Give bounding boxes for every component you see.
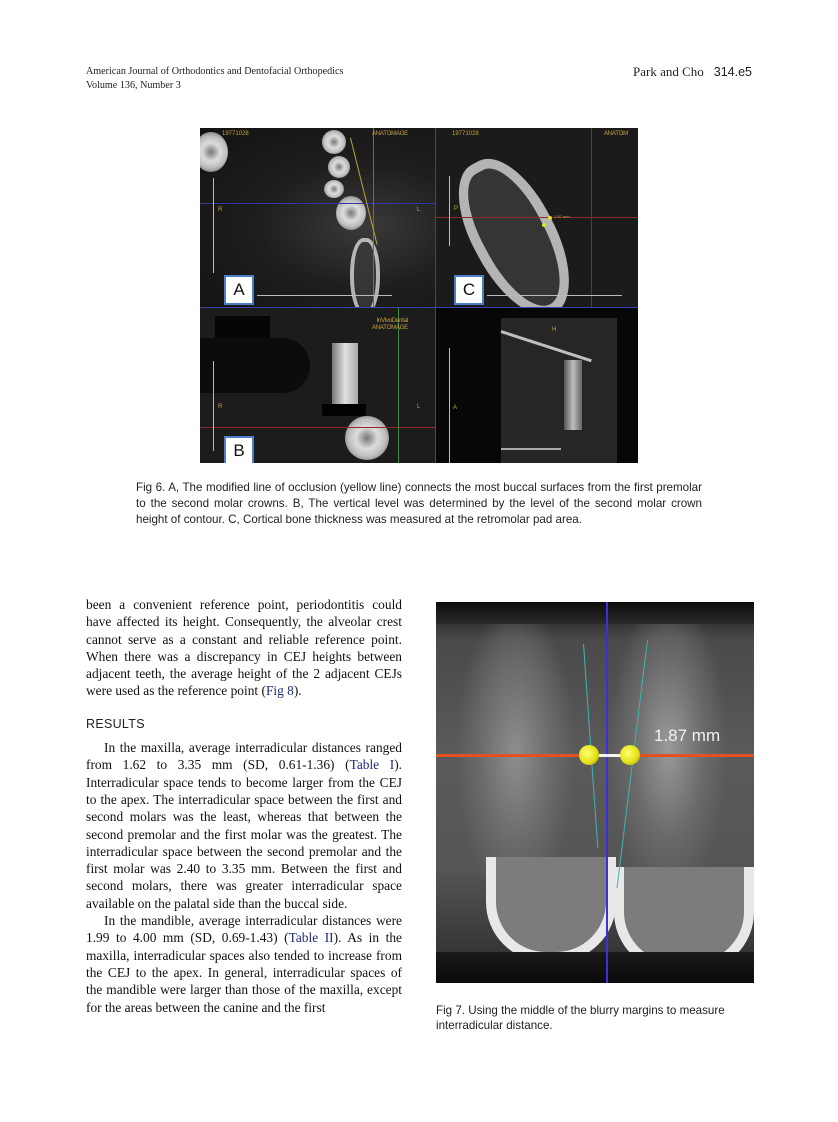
brand-text: ANATOMAGE <box>372 131 408 137</box>
panel-label-c: C <box>454 275 484 305</box>
orientation-top: H <box>552 327 557 333</box>
tooth-shape <box>336 196 366 230</box>
orientation-right: L <box>417 404 421 410</box>
journal-title: American Journal of Orthodontics and Dentofacial Orthopedics <box>86 65 344 77</box>
paragraph-text: ). As in the maxilla, interradicular spaces also tended to increase from the CEJ to the apex. In general, interradicular spaces of the mandible were larger than those of the maxilla, except for the areas between the canine and the first <box>86 930 402 1015</box>
tooth-shape <box>200 132 228 172</box>
tooth-crown-left <box>486 857 616 962</box>
page-number: 314.e5 <box>713 65 752 79</box>
horizontal-scale <box>257 295 392 296</box>
panel-divider-vertical <box>435 128 436 463</box>
panel-label-b: B <box>224 436 254 463</box>
crosshair-vertical <box>591 128 592 307</box>
figure-6-caption: Fig 6. A, The modified line of occlusion (yellow line) connects the most buccal surfaces from the first premolar to the second molar crowns. B, The vertical level was determined by the level of the second molar crown height of contour. C, Cortical bone thickness was measured at the retromolar pad area. <box>136 481 702 526</box>
orientation-left: R <box>218 207 223 213</box>
figure-8-link[interactable]: Fig 8 <box>265 683 294 699</box>
thickness-measurement: 2.52 mm <box>554 214 570 219</box>
distance-measurement-label: 1.87 mm <box>654 726 721 745</box>
orientation-right: L <box>417 207 421 213</box>
panel-b-coronal-view <box>200 308 435 463</box>
running-head-right <box>633 64 752 80</box>
crosshair-horizontal <box>436 217 638 218</box>
paragraph-text: ). Interradicular space tends to become larger from the CEJ to the apex. The interradicular space between the first and second molars was the least, whereas that between the second premolar and the first molar was the greatest. The interradicular space between the second premolar and the first molar was 2.40 to 3.35 mm. Between the first and second molars, there was greater interradicular space available on the palatal side than the buccal side. <box>86 757 403 911</box>
body-text-column <box>86 596 402 1016</box>
crosshair-horizontal <box>200 203 435 204</box>
brand-line-1: InVivoDental <box>376 318 408 324</box>
measurement-point <box>548 216 552 220</box>
panel-d-coronal-bone-view <box>436 308 638 463</box>
paragraph-text: been a convenient reference point, periodontitis could have affected its height. Consequently, the alveolar crest cannot serve as a constant and reliable reference point. When there was a discrepancy in CEJ heights between adjacent teeth, the average height of the 2 adjacent CEJs were used as the reference point ( <box>86 597 402 699</box>
table-2-link[interactable]: Table II <box>288 930 334 946</box>
brand-text: ANATOM <box>604 131 628 137</box>
orientation-left: A <box>453 405 458 411</box>
marker-point-right <box>620 745 640 765</box>
brand-line-2: ANATOMAGE <box>372 325 408 331</box>
paragraph-text: ). <box>293 683 302 699</box>
axis-line-blue <box>606 602 608 983</box>
bone-edge <box>501 448 561 450</box>
vertical-scale <box>449 176 450 246</box>
paragraph <box>86 596 402 700</box>
authors: Park and Cho <box>632 64 704 79</box>
orientation-left: R <box>218 404 223 410</box>
panel-a-axial-view <box>200 128 435 307</box>
paragraph-text: In the maxilla, average interradicular distances ranged from 1.62 to 3.35 mm (SD, 0.61-1.36) ( <box>86 740 402 773</box>
orientation-left: P <box>454 206 459 212</box>
air-space <box>200 338 310 393</box>
brand-text <box>372 318 408 332</box>
dark-band <box>436 602 754 624</box>
figure-7-image <box>436 602 754 983</box>
tooth-shape <box>324 180 344 198</box>
panel-label-a: A <box>224 275 254 305</box>
panel-c-sagittal-view <box>436 128 638 307</box>
panel-divider-horizontal <box>200 307 638 308</box>
bone-shape <box>350 238 380 307</box>
figure-7-caption: Fig 7. Using the middle of the blurry margins to measure interradicular distance. <box>436 1004 725 1032</box>
vertical-scale <box>449 348 450 463</box>
table-1-link[interactable]: Table I <box>349 757 395 773</box>
marker-point-left <box>579 745 599 765</box>
crosshair-horizontal <box>200 427 435 428</box>
paragraph-text: In the mandible, average interradicular distances were 1.99 to 4.00 mm (SD, 0.69-1.43) ( <box>86 913 402 946</box>
horizontal-scale <box>487 295 622 296</box>
scan-region <box>501 318 617 463</box>
patient-id: 19771028 <box>452 131 479 137</box>
crosshair-vertical <box>373 128 374 307</box>
vertical-scale <box>213 361 214 451</box>
section-heading-results: RESULTS <box>86 716 145 731</box>
tooth-shape <box>322 130 346 154</box>
tooth-crown <box>345 416 389 460</box>
patient-id: 19771028 <box>222 131 249 137</box>
vertical-scale <box>213 178 214 273</box>
occlusal-gap <box>322 404 366 416</box>
running-head <box>86 64 699 92</box>
tooth-shape <box>328 156 350 178</box>
tooth-root <box>332 343 358 405</box>
journal-volume: Volume 136, Number 3 <box>86 79 181 91</box>
paragraph <box>86 739 402 912</box>
figure-6-image <box>200 128 638 463</box>
bone-septum <box>564 360 582 430</box>
dark-band <box>436 952 754 983</box>
measurement-point <box>542 223 546 227</box>
paragraph <box>86 912 402 1016</box>
